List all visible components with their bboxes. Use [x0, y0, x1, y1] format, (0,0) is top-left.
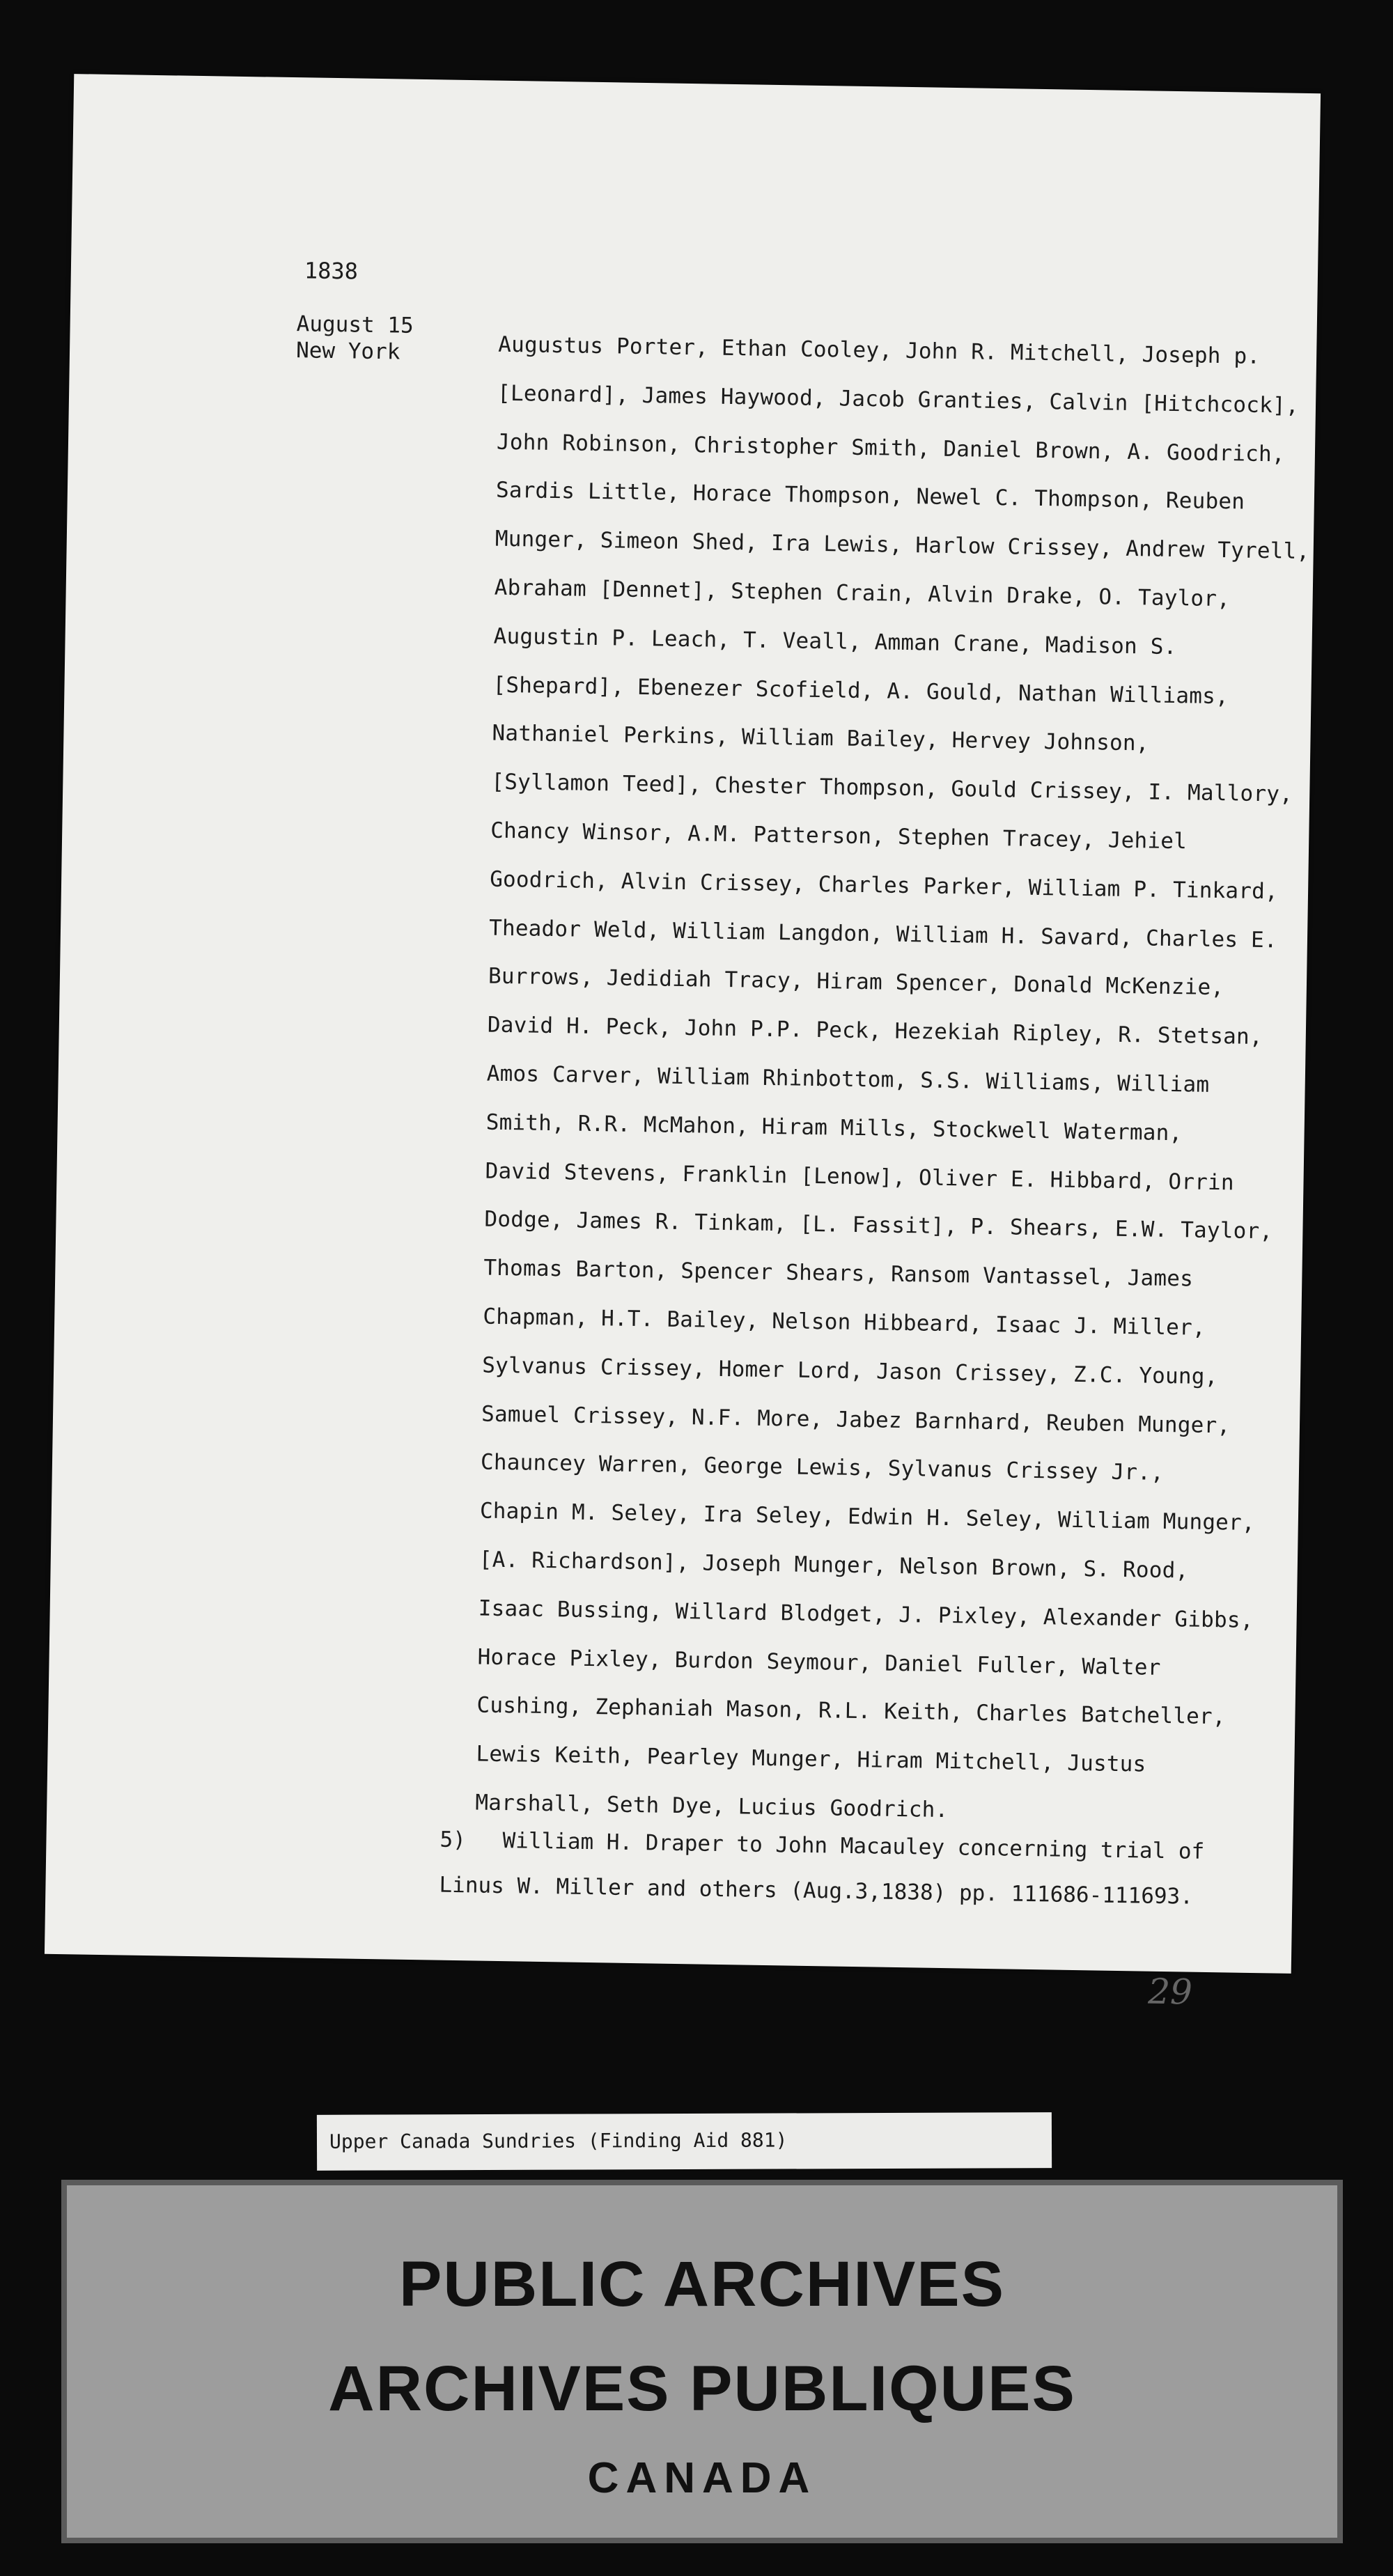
entry-5: [439, 1818, 1241, 1921]
text-line: Goodrich, Alvin Crissey, Charles Parker, William P. Tinkard,: [489, 866, 1279, 905]
text-line: Nathaniel Perkins, William Bailey, Hervey Johnson,: [492, 721, 1149, 756]
handwritten-page-number: 29: [1147, 1971, 1193, 2013]
text-line: [A. Richardson], Joseph Munger, Nelson Brown, S. Rood,: [478, 1547, 1189, 1584]
text-line: Samuel Crissey, N.F. More, Jabez Barnhard, Reuben Munger,: [481, 1401, 1231, 1438]
text-line: [Leonard], James Haywood, Jacob Granties, Calvin [Hitchcock],: [497, 380, 1300, 419]
stamp-line-english: PUBLIC ARCHIVES: [399, 2249, 1005, 2320]
text-line: [Shepard], Ebenezer Scofield, A. Gould, Nathan Williams,: [492, 672, 1229, 709]
text-line: Amos Carver, William Rhinbottom, S.S. Williams, William: [486, 1061, 1210, 1098]
text-line: David Stevens, Franklin [Lenow], Oliver E. Hibbard, Orrin: [485, 1158, 1235, 1196]
document-content: [45, 74, 1321, 2013]
place-line: New York: [295, 338, 400, 365]
entry-text: William H. Draper to John Macauley concerning trial of: [502, 1828, 1205, 1864]
text-line: Abraham [Dennet], Stephen Crain, Alvin Drake, O. Taylor,: [494, 575, 1231, 612]
archives-stamp: [61, 2180, 1343, 2543]
text-line: Dodge, James R. Tinkam, [L. Fassit], P. Shears, E.W. Taylor,: [484, 1206, 1273, 1244]
text-line: Lewis Keith, Pearley Munger, Hiram Mitchell, Justus: [476, 1741, 1146, 1777]
text-line: Augustus Porter, Ethan Cooley, John R. Mitchell, Joseph p.: [498, 331, 1261, 369]
finding-aid-text: Upper Canada Sundries (Finding Aid 881): [329, 2128, 788, 2153]
finding-aid-label: [317, 2112, 1052, 2171]
text-line: Smith, R.R. McMahon, Hiram Mills, Stockwell Waterman,: [485, 1109, 1183, 1146]
text-line: Thomas Barton, Spencer Shears, Ransom Vantassel, James: [483, 1255, 1194, 1292]
text-line: Marshall, Seth Dye, Lucius Goodrich.: [475, 1790, 949, 1823]
entry-second-line: Linus W. Miller and others (Aug.3,1838) pp. 111686-111693.: [439, 1872, 1194, 1910]
date-line: August 15: [296, 311, 414, 338]
entry-number: 5): [439, 1827, 467, 1853]
text-line: Isaac Bussing, Willard Blodget, J. Pixley, Alexander Gibbs,: [478, 1595, 1254, 1633]
document-year: 1838: [304, 257, 359, 285]
text-line: Sardis Little, Horace Thompson, Newel C. Thompson, Reuben: [495, 478, 1245, 515]
text-line: Chapin M. Seley, Ira Seley, Edwin H. Seley, William Munger,: [479, 1498, 1256, 1536]
text-line: Horace Pixley, Burdon Seymour, Daniel Fuller, Walter: [477, 1644, 1161, 1680]
text-line: Theador Weld, William Langdon, William H. Savard, Charles E.: [488, 915, 1278, 953]
text-line: Chauncey Warren, George Lewis, Sylvanus Crissey Jr.,: [480, 1449, 1165, 1486]
document-date: [296, 311, 414, 366]
names-list: [475, 321, 1310, 1840]
text-line: [Syllamon Teed], Chester Thompson, Gould Crissey, I. Mallory,: [491, 769, 1293, 807]
text-line: Burrows, Jedidiah Tracy, Hiram Spencer, Donald McKenzie,: [488, 963, 1224, 1001]
text-line: Augustin P. Leach, T. Veall, Amman Crane, Madison S.: [493, 623, 1177, 659]
text-line: David H. Peck, John P.P. Peck, Hezekiah Ripley, R. Stetsan,: [487, 1012, 1263, 1050]
text-line: Sylvanus Crissey, Homer Lord, Jason Crissey, Z.C. Young,: [481, 1352, 1218, 1389]
text-line: John Robinson, Christopher Smith, Daniel Brown, A. Goodrich,: [496, 429, 1286, 467]
text-line: Chapman, H.T. Bailey, Nelson Hibbeard, Isaac J. Miller,: [483, 1304, 1206, 1341]
document-page: [45, 74, 1321, 2013]
stamp-line-country: CANADA: [587, 2454, 817, 2502]
stamp-line-french: ARCHIVES PUBLIQUES: [328, 2353, 1076, 2424]
text-line: Cushing, Zephaniah Mason, R.L. Keith, Charles Batcheller,: [476, 1692, 1226, 1730]
text-line: Chancy Winsor, A.M. Patterson, Stephen Tracey, Jehiel: [490, 818, 1188, 854]
text-line: Munger, Simeon Shed, Ira Lewis, Harlow Crissey, Andrew Tyrell,: [495, 526, 1310, 565]
